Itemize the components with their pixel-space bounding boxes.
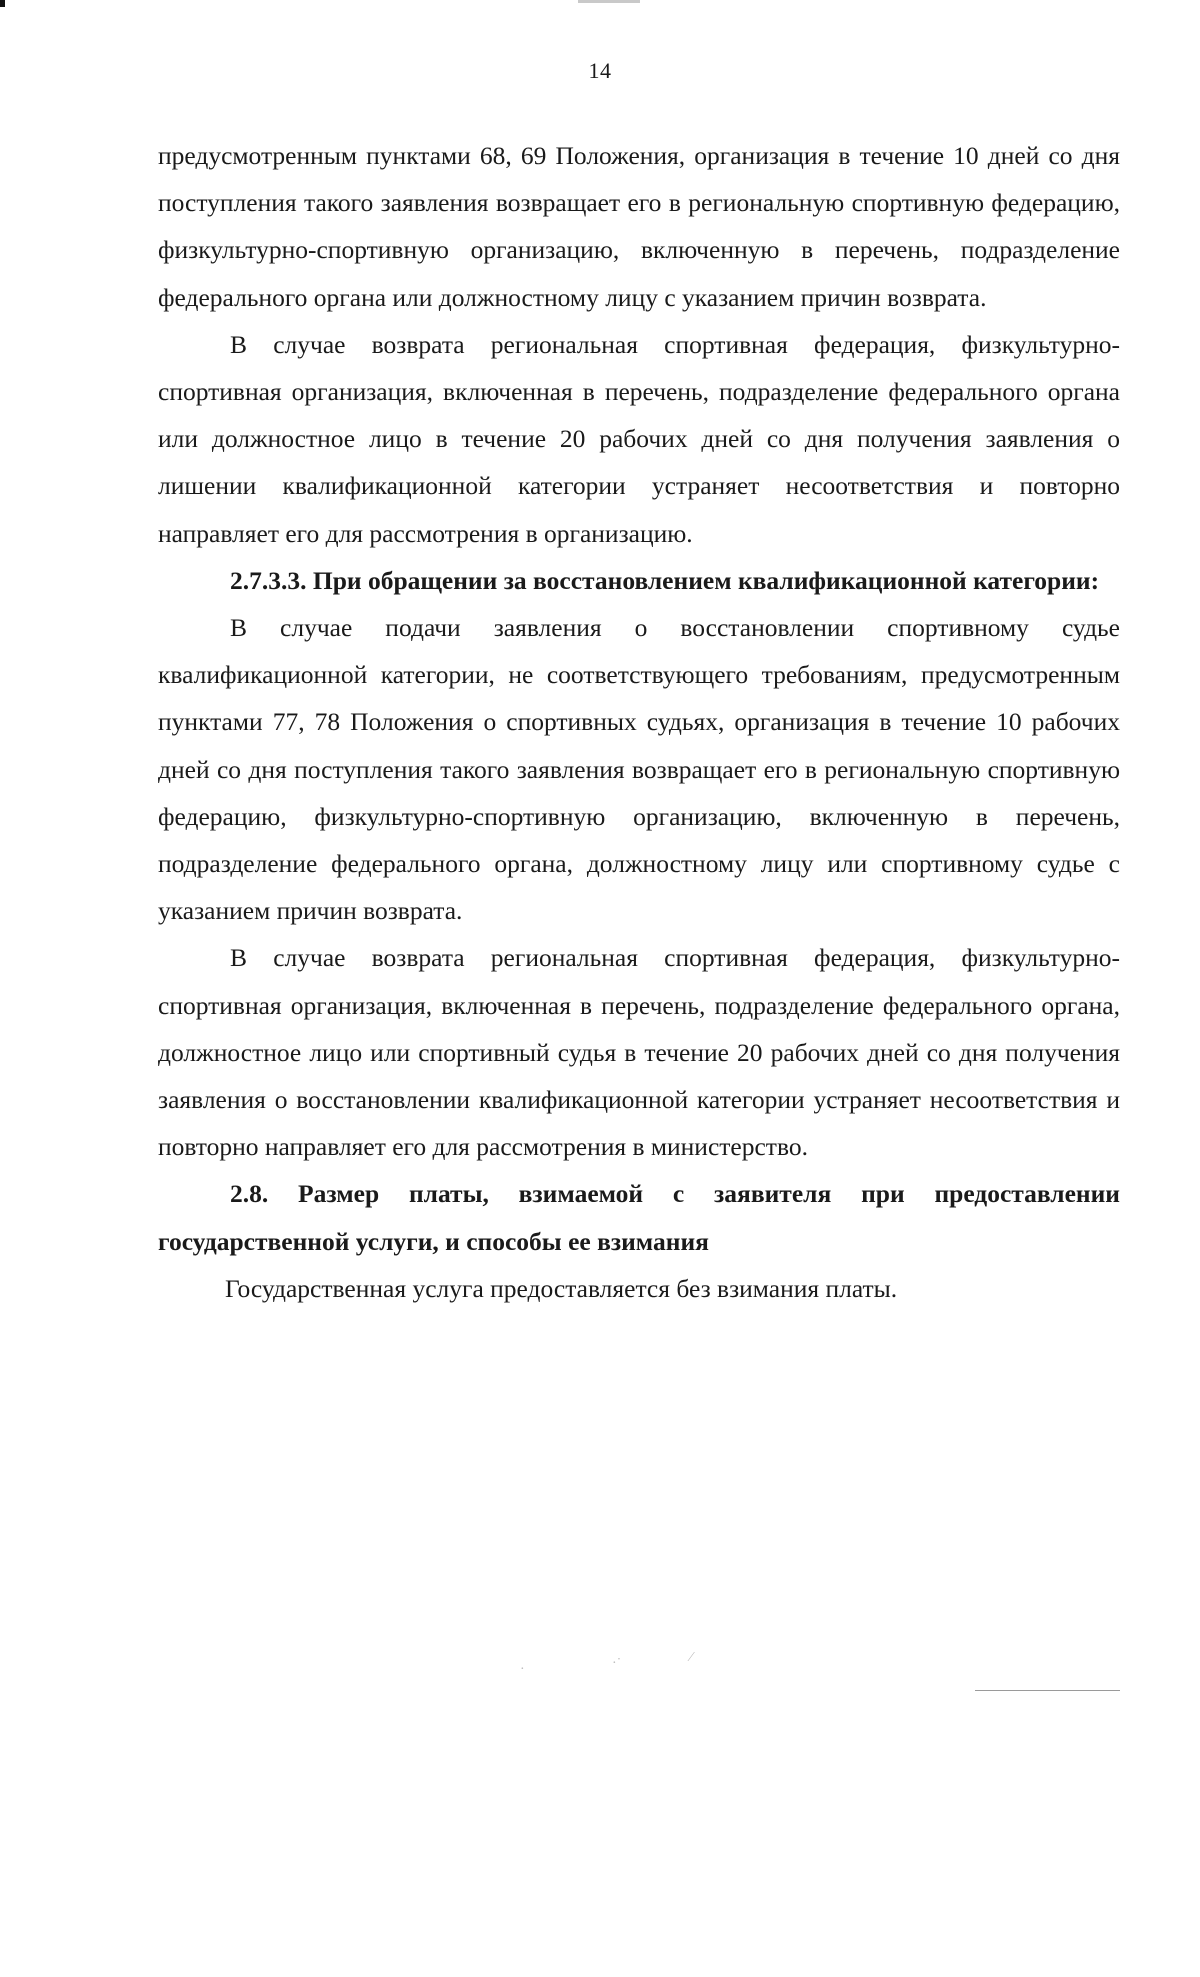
scan-speck: ·˙ (612, 1656, 622, 1671)
scan-artifact-top (578, 0, 640, 3)
paragraph-continuation: предусмотренным пунктами 68, 69 Положения, организация в течение 10 дней со дня поступления такого заявления возвращает его в региональную спортивную федерацию, физкультурно-спортивную организацию, включенную в перечень, подразделение федерального органа или должностному лицу с указанием причин возврата. (158, 141, 1120, 312)
scan-speck: ⁄ (690, 1650, 693, 1665)
scan-speck: · (520, 1662, 525, 1677)
page-number: 14 (588, 58, 612, 83)
scan-artifact-corner (0, 0, 5, 7)
paragraph-free-service: Государственная услуга предоставляется без взимания платы. (225, 1273, 898, 1303)
paragraph-return-case: В случае возврата региональная спортивная федерация, физкультурно-спортивная организация, включенная в перечень, подразделение федерального органа или должностное лицо в течение 20 рабочих дней со дня получения заявления о лишении квалификационной категории устраняет несоответствия и повторно направляет его для рассмотрения в организацию. (158, 329, 1120, 548)
section-heading-fee: 2.8. Размер платы, взимаемой с заявителя при предоставлении государственной услуги, и способы ее взимания (158, 1179, 1120, 1256)
paragraph-restoration-return: В случае возврата региональная спортивная федерация, физкультурно-спортивная организация, включенная в перечень, подразделение федерального органа, должностное лицо или спортивный судья в течение 20 рабочих дней со дня получения заявления о восстановлении квалификационной категории устраняет несоответствия и повторно направляет его для рассмотрения в министерство. (158, 943, 1120, 1162)
paragraph-restoration-request: В случае подачи заявления о восстановлении спортивному судье квалификационной категории, не соответствующего требованиям, предусмотренным пунктами 77, 78 Положения о спортивных судьях, организация в течение 10 рабочих дней со дня поступления такого заявления возвращает его в региональную спортивную федерацию, физкультурно-спортивную организацию, включенную в перечень, подразделение федерального органа, должностному лицу или спортивному судье с указанием причин возврата. (158, 613, 1120, 926)
document-body (158, 132, 1120, 1312)
section-heading-restoration: 2.7.3.3. При обращении за восстановлением квалификационной категории: (230, 565, 1100, 595)
scan-line-artifact (975, 1690, 1120, 1691)
